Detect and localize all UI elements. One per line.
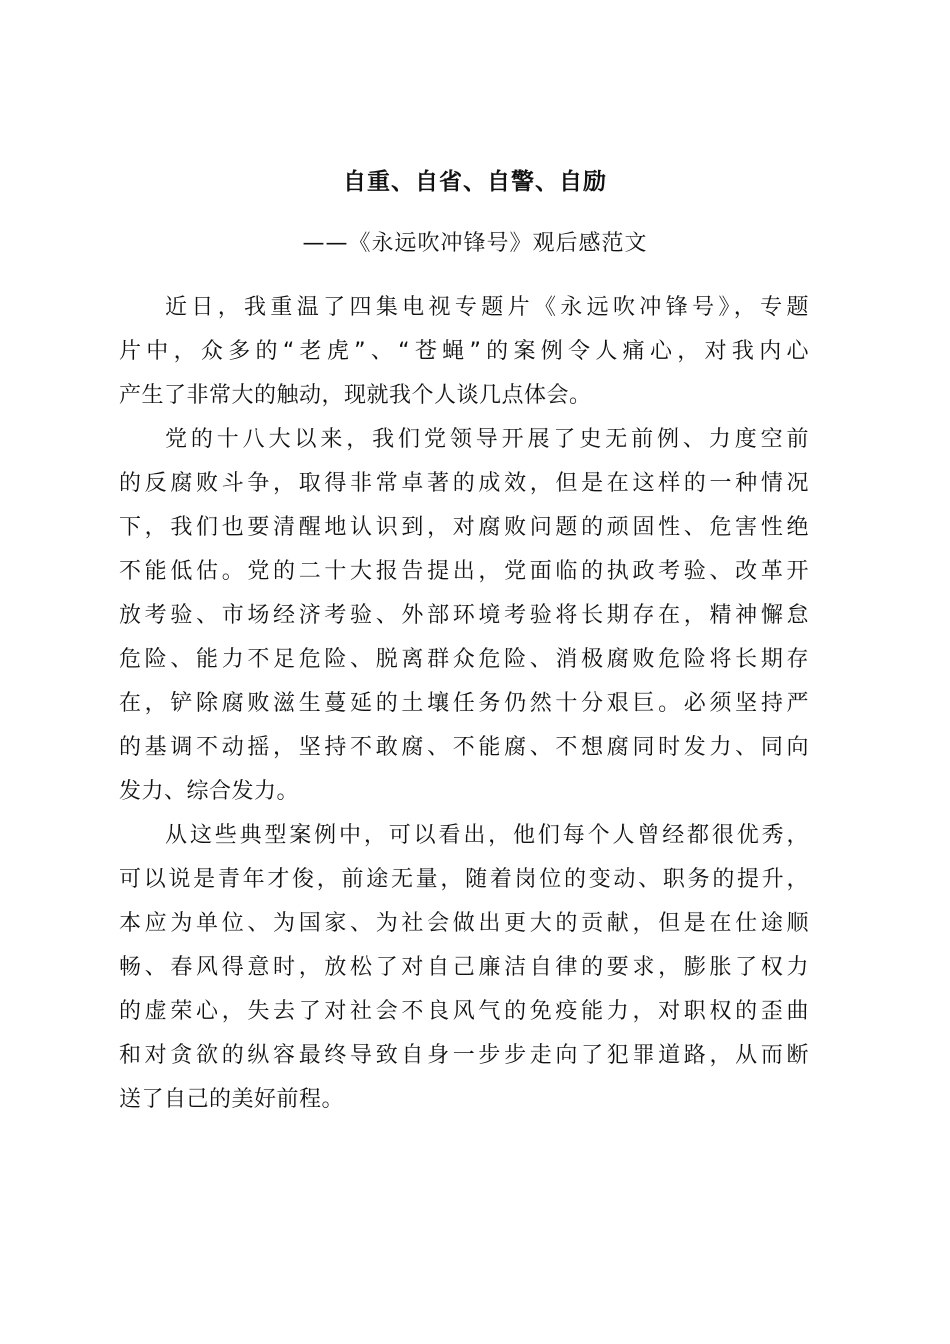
- document-body: [119, 286, 809, 1122]
- text-line: 党的十八大以来，我们党领导开展了史无前例、力度空前: [165, 427, 809, 452]
- text-line: 的基调不动摇，坚持不敢腐、不能腐、不想腐同时发力、同向: [119, 735, 809, 760]
- text-line: 可以说是青年才俊，前途无量，随着岗位的变动、职务的提升，: [119, 867, 809, 892]
- text-line: 放考验、市场经济考验、外部环境考验将长期存在，精神懈怠: [119, 603, 809, 628]
- text-line: 近日，我重温了四集电视专题片《永远吹冲锋号》，专题: [165, 295, 809, 320]
- text-line: 畅、春风得意时，放松了对自己廉洁自律的要求，膨胀了权力: [119, 955, 809, 980]
- text-line: 的虚荣心，失去了对社会不良风气的免疫能力，对职权的歪曲: [119, 999, 809, 1024]
- text-line: 送了自己的美好前程。: [119, 1087, 345, 1112]
- text-line: 本应为单位、为国家、为社会做出更大的贡献，但是在仕途顺: [119, 911, 809, 936]
- text-line: 在，铲除腐败滋生蔓延的土壤任务仍然十分艰巨。必须坚持严: [119, 691, 809, 716]
- text-line: 危险、能力不足危险、脱离群众危险、消极腐败危险将长期存: [119, 647, 809, 672]
- text-line: 片中，众多的“老虎”、“苍蝇”的案例令人痛心，对我内心: [119, 339, 809, 364]
- text-line: 产生了非常大的触动，现就我个人谈几点体会。: [119, 383, 592, 408]
- text-line: 下，我们也要清醒地认识到，对腐败问题的顽固性、危害性绝: [119, 515, 809, 540]
- paragraph-2: [119, 418, 809, 814]
- document-title: 自重、自省、自警、自励: [343, 169, 607, 195]
- text-line: 的反腐败斗争，取得非常卓著的成效，但是在这样的一种情况: [119, 471, 809, 496]
- text-line: 发力、综合发力。: [119, 779, 300, 804]
- text-line: 不能低估。党的二十大报告提出，党面临的执政考验、改革开: [119, 559, 809, 584]
- text-line: 从这些典型案例中，可以看出，他们每个人曾经都很优秀，: [165, 823, 809, 848]
- paragraph-3: [119, 814, 809, 1122]
- text-line: 和对贪欲的纵容最终导致自身一步步走向了犯罪道路，从而断: [119, 1043, 809, 1068]
- document-subtitle: ——《永远吹冲锋号》观后感范文: [302, 231, 648, 256]
- paragraph-1: [119, 286, 809, 418]
